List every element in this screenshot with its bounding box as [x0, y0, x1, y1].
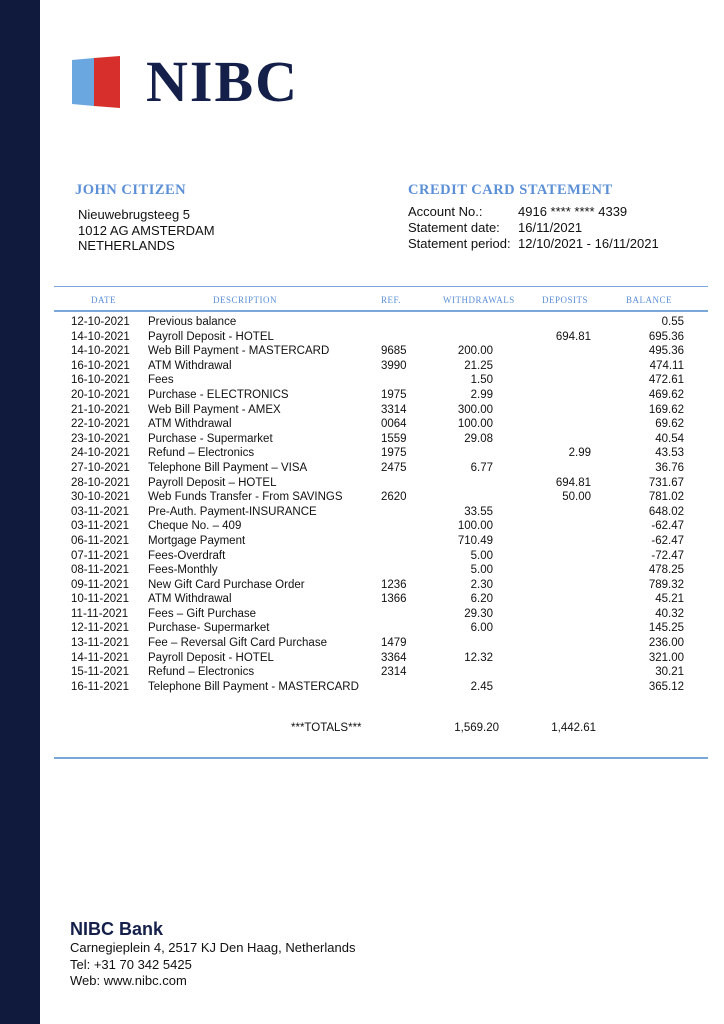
row-description: Mortgage Payment: [148, 534, 246, 547]
row-description: Payroll Deposit - HOTEL: [148, 651, 274, 664]
row-date: 14-11-2021: [71, 651, 129, 664]
row-description: ATM Withdrawal: [148, 418, 232, 431]
row-balance: 789.32: [648, 578, 684, 591]
table-top-rule: [54, 286, 708, 287]
customer-address: [78, 207, 215, 254]
row-withdrawal: 12.32: [464, 651, 493, 664]
table-row: [0, 549, 724, 564]
row-deposit: 694.81: [555, 476, 591, 489]
table-row: [0, 344, 724, 359]
row-date: 23-10-2021: [71, 432, 130, 445]
row-date: 15-11-2021: [71, 666, 129, 679]
row-withdrawal: 33.55: [464, 505, 493, 518]
row-ref: 2620: [381, 491, 407, 504]
row-balance: -62.47: [651, 520, 684, 533]
row-description: Fee – Reversal Gift Card Purchase: [148, 637, 327, 650]
row-balance: 695.36: [648, 330, 684, 343]
logo-mark-icon: [72, 56, 136, 108]
row-withdrawal: 2.99: [470, 388, 493, 401]
account-number-label: Account No.:: [408, 204, 483, 219]
table-row: [0, 578, 724, 593]
table-header-rule: [54, 310, 708, 312]
row-withdrawal: 29.08: [464, 432, 493, 445]
row-date: 14-10-2021: [71, 330, 130, 343]
row-ref: 1975: [381, 388, 407, 401]
row-balance: 781.02: [648, 491, 684, 504]
row-description: Telephone Bill Payment – VISA: [148, 461, 308, 474]
row-date: 16-11-2021: [71, 680, 129, 693]
row-description: Payroll Deposit – HOTEL: [148, 476, 277, 489]
table-row: [0, 403, 724, 418]
row-balance: -62.47: [651, 534, 684, 547]
row-ref: 0064: [381, 418, 407, 431]
row-date: 11-11-2021: [71, 607, 129, 620]
table-header: [54, 295, 708, 309]
row-balance: 321.00: [648, 651, 684, 664]
row-description: Telephone Bill Payment - MASTERCARD: [148, 680, 359, 693]
row-withdrawal: 5.00: [470, 564, 493, 577]
row-withdrawal: 1.50: [470, 374, 493, 387]
row-date: 14-10-2021: [71, 345, 130, 358]
table-row: [0, 665, 724, 680]
row-ref: 1559: [381, 432, 407, 445]
row-ref: 3990: [381, 359, 407, 372]
footer-address: Carnegieplein 4, 2517 KJ Den Haag, Netherlands: [70, 940, 356, 955]
table-row: [0, 680, 724, 695]
row-description: Pre-Auth. Payment-INSURANCE: [148, 505, 317, 518]
row-withdrawal: 29.30: [464, 607, 493, 620]
row-balance: 169.62: [648, 403, 684, 416]
row-deposit: 50.00: [562, 491, 591, 504]
table-row: [0, 636, 724, 651]
row-description: Refund – Electronics: [148, 666, 255, 679]
row-description: ATM Withdrawal: [148, 359, 232, 372]
statement-date-value: 16/11/2021: [518, 220, 583, 235]
totals-label: ***TOTALS***: [291, 722, 362, 734]
table-row: [0, 388, 724, 403]
table-row: [0, 505, 724, 520]
table-row: [0, 607, 724, 622]
row-description: Fees – Gift Purchase: [148, 607, 257, 620]
row-date: 27-10-2021: [71, 461, 130, 474]
statement-period-label: Statement period:: [408, 236, 511, 251]
footer-bank-name: NIBC Bank: [70, 919, 164, 939]
account-number-value: 4916 **** **** 4339: [518, 204, 628, 219]
row-date: 09-11-2021: [71, 578, 129, 591]
address-line-3: NETHERLANDS: [78, 238, 175, 253]
row-date: 12-11-2021: [71, 622, 129, 635]
row-withdrawal: 6.20: [470, 593, 493, 606]
row-balance: 36.76: [655, 461, 684, 474]
row-withdrawal: 6.77: [470, 461, 493, 474]
header-description: DESCRIPTION: [213, 295, 278, 305]
row-withdrawal: 100.00: [457, 520, 493, 533]
row-withdrawal: 300.00: [457, 403, 493, 416]
row-balance: 45.21: [655, 593, 684, 606]
row-balance: 365.12: [648, 680, 684, 693]
row-balance: -72.47: [651, 549, 684, 562]
row-description: Purchase - ELECTRONICS: [148, 388, 289, 401]
row-withdrawal: 6.00: [470, 622, 493, 635]
row-withdrawal: 21.25: [464, 359, 493, 372]
row-balance: 469.62: [648, 388, 684, 401]
table-row: [0, 534, 724, 549]
table-bottom-rule: [54, 757, 708, 759]
row-date: 06-11-2021: [71, 534, 129, 547]
row-description: Purchase - Supermarket: [148, 432, 273, 445]
row-deposit: 694.81: [555, 330, 591, 343]
row-deposit: 2.99: [568, 447, 591, 460]
row-date: 24-10-2021: [71, 447, 130, 460]
row-date: 16-10-2021: [71, 374, 130, 387]
row-balance: 648.02: [648, 505, 684, 518]
totals-row: [0, 722, 724, 736]
row-description: Refund – Electronics: [148, 447, 255, 460]
row-balance: 40.32: [655, 607, 684, 620]
row-balance: 474.11: [649, 359, 684, 372]
row-date: 08-11-2021: [71, 564, 129, 577]
table-row: [0, 315, 724, 330]
transactions-table: [0, 315, 724, 694]
row-description: Web Funds Transfer - From SAVINGS: [148, 491, 343, 504]
header-balance: BALANCE: [626, 295, 672, 305]
header-withdrawals: WITHDRAWALS: [443, 295, 515, 305]
logo-wordmark: NIBC: [146, 49, 300, 114]
row-description: Web Bill Payment - AMEX: [148, 403, 281, 416]
row-withdrawal: 200.00: [457, 345, 493, 358]
row-balance: 495.36: [648, 345, 684, 358]
row-balance: 43.53: [655, 447, 684, 460]
header-deposits: DEPOSITS: [542, 295, 589, 305]
row-date: 16-10-2021: [71, 359, 130, 372]
statement-date-label: Statement date:: [408, 220, 500, 235]
row-description: Purchase- Supermarket: [148, 622, 270, 635]
row-description: Payroll Deposit - HOTEL: [148, 330, 274, 343]
footer-web: Web: www.nibc.com: [70, 973, 187, 988]
row-date: 22-10-2021: [71, 418, 130, 431]
row-withdrawal: 100.00: [457, 418, 493, 431]
row-ref: 3364: [381, 651, 407, 664]
row-description: Cheque No. – 409: [148, 520, 242, 533]
row-balance: 40.54: [655, 432, 684, 445]
row-date: 03-11-2021: [71, 505, 129, 518]
row-date: 03-11-2021: [71, 520, 129, 533]
row-withdrawal: 2.45: [470, 680, 493, 693]
row-balance: 472.61: [648, 374, 684, 387]
row-description: New Gift Card Purchase Order: [148, 578, 305, 591]
row-date: 20-10-2021: [71, 388, 130, 401]
customer-name: JOHN CITIZEN: [75, 182, 187, 198]
row-date: 21-10-2021: [71, 403, 130, 416]
row-ref: 1975: [381, 447, 407, 460]
row-date: 13-11-2021: [71, 637, 129, 650]
row-ref: 2475: [381, 461, 407, 474]
row-description: Fees-Monthly: [148, 564, 218, 577]
row-ref: 2314: [381, 666, 407, 679]
row-balance: 731.67: [648, 476, 684, 489]
row-balance: 30.21: [655, 666, 684, 679]
table-row: [0, 373, 724, 388]
nibc-logo: [72, 49, 300, 114]
row-ref: 9685: [381, 345, 407, 358]
row-description: Fees-Overdraft: [148, 549, 226, 562]
row-balance: 236.00: [648, 637, 684, 650]
row-ref: 3314: [381, 403, 407, 416]
row-withdrawal: 710.49: [457, 534, 493, 547]
table-row: [0, 476, 724, 491]
table-row: [0, 359, 724, 374]
table-row: [0, 563, 724, 578]
table-row: [0, 490, 724, 505]
footer-phone: Tel: +31 70 342 5425: [70, 956, 192, 972]
row-date: 10-11-2021: [71, 593, 129, 606]
row-balance: 145.25: [648, 622, 684, 635]
table-row: [0, 621, 724, 636]
row-balance: 69.62: [655, 418, 684, 431]
footer: [70, 918, 355, 990]
row-date: 28-10-2021: [71, 476, 130, 489]
row-balance: 0.55: [661, 316, 684, 328]
row-date: 07-11-2021: [71, 549, 129, 562]
header-ref: REF.: [381, 295, 402, 305]
row-description: Previous balance: [148, 316, 237, 328]
address-line-1: Nieuwebrugsteeg 5: [78, 207, 191, 222]
row-ref: 1366: [381, 593, 407, 606]
row-ref: 1479: [381, 637, 407, 650]
table-row: [0, 651, 724, 666]
totals-deposits: 1,442.61: [551, 722, 596, 734]
table-row: [0, 446, 724, 461]
statement-title: CREDIT CARD STATEMENT: [408, 182, 613, 198]
totals-withdrawals: 1,569.20: [454, 722, 499, 734]
table-row: [0, 417, 724, 432]
row-date: 12-10-2021: [71, 316, 130, 328]
table-row: [0, 461, 724, 476]
row-date: 30-10-2021: [71, 491, 130, 504]
row-description: Fees: [148, 374, 174, 387]
table-row: [0, 519, 724, 534]
address-line-2: 1012 AG AMSTERDAM: [78, 222, 215, 238]
row-withdrawal: 2.30: [470, 578, 493, 591]
row-description: Web Bill Payment - MASTERCARD: [148, 345, 330, 358]
header-date: DATE: [91, 295, 116, 305]
table-row: [0, 330, 724, 345]
row-withdrawal: 5.00: [470, 549, 493, 562]
row-description: ATM Withdrawal: [148, 593, 232, 606]
table-row: [0, 592, 724, 607]
row-ref: 1236: [381, 578, 407, 591]
statement-period-value: 12/10/2021 - 16/11/2021: [518, 236, 659, 251]
row-balance: 478.25: [648, 564, 684, 577]
table-row: [0, 432, 724, 447]
